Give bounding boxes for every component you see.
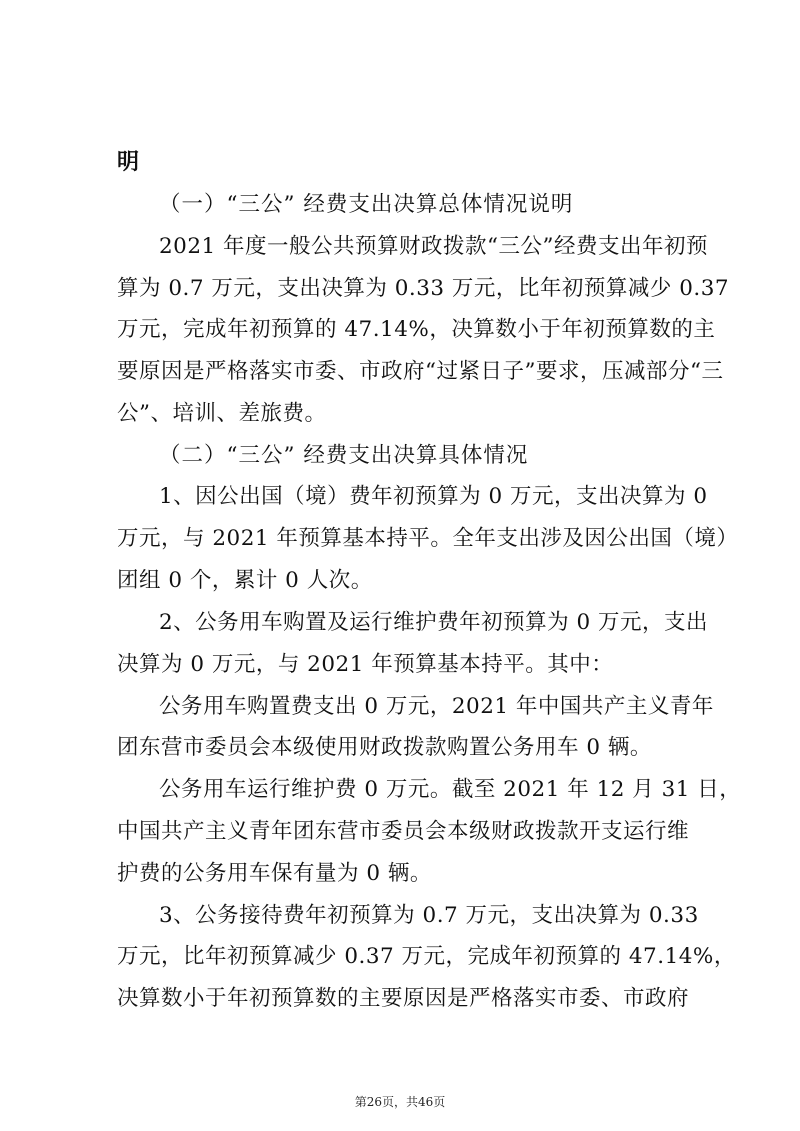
section-2-title: （二）“三公” 经费支出决算具体情况 — [159, 443, 529, 468]
paragraph-line: 要原因是严格落实市委、市政府“过紧日子”要求，压减部分“三 — [117, 359, 724, 384]
paragraph-line: 决算为 0 万元，与 2021 年预算基本持平。其中： — [117, 652, 614, 677]
page-number-footer: 第26页，共46页 — [354, 1095, 446, 1109]
paragraph-line: 2021 年度一般公共预算财政拨款“三公”经费支出年初预 — [159, 234, 709, 259]
section-1-title: （一）“三公” 经费支出决算总体情况说明 — [159, 192, 574, 217]
paragraph-line: 万元，完成年初预算的 47.14%，决算数小于年初预算数的主 — [117, 317, 716, 342]
paragraph-line: 团东营市委员会本级使用财政拨款购置公务用车 0 辆。 — [117, 735, 652, 760]
paragraph-line: 公务用车购置费支出 0 万元，2021 年中国共产主义青年 — [159, 694, 714, 719]
paragraph-line: 万元，与 2021 年预算基本持平。全年支出涉及因公出国（境） — [117, 526, 739, 551]
paragraph-line: 2、公务用车购置及运行维护费年初预算为 0 万元，支出 — [159, 610, 709, 635]
paragraph-line: 万元，比年初预算减少 0.37 万元，完成年初预算的 47.14%， — [117, 944, 736, 969]
paragraph-line: 中国共产主义青年团东营市委员会本级财政拨款开支运行维 — [117, 819, 690, 844]
paragraph-line: 算为 0.7 万元，支出决算为 0.33 万元，比年初预算减少 0.37 — [117, 276, 730, 301]
paragraph-line: 3、公务接待费年初预算为 0.7 万元，支出决算为 0.33 — [159, 903, 699, 928]
paragraph-line: 护费的公务用车保有量为 0 辆。 — [117, 861, 432, 886]
paragraph-line: 公务用车运行维护费 0 万元。截至 2021 年 12 月 31 日， — [159, 777, 742, 802]
paragraph-line: 决算数小于年初预算数的主要原因是严格落实市委、市政府 — [117, 986, 690, 1011]
heading-fragment: 明 — [117, 149, 140, 175]
paragraph-line: 团组 0 个，累计 0 人次。 — [117, 568, 373, 593]
paragraph-line: 1、因公出国（境）费年初预算为 0 万元，支出决算为 0 — [159, 484, 708, 509]
paragraph-line: 公”、培训、差旅费。 — [117, 401, 327, 426]
